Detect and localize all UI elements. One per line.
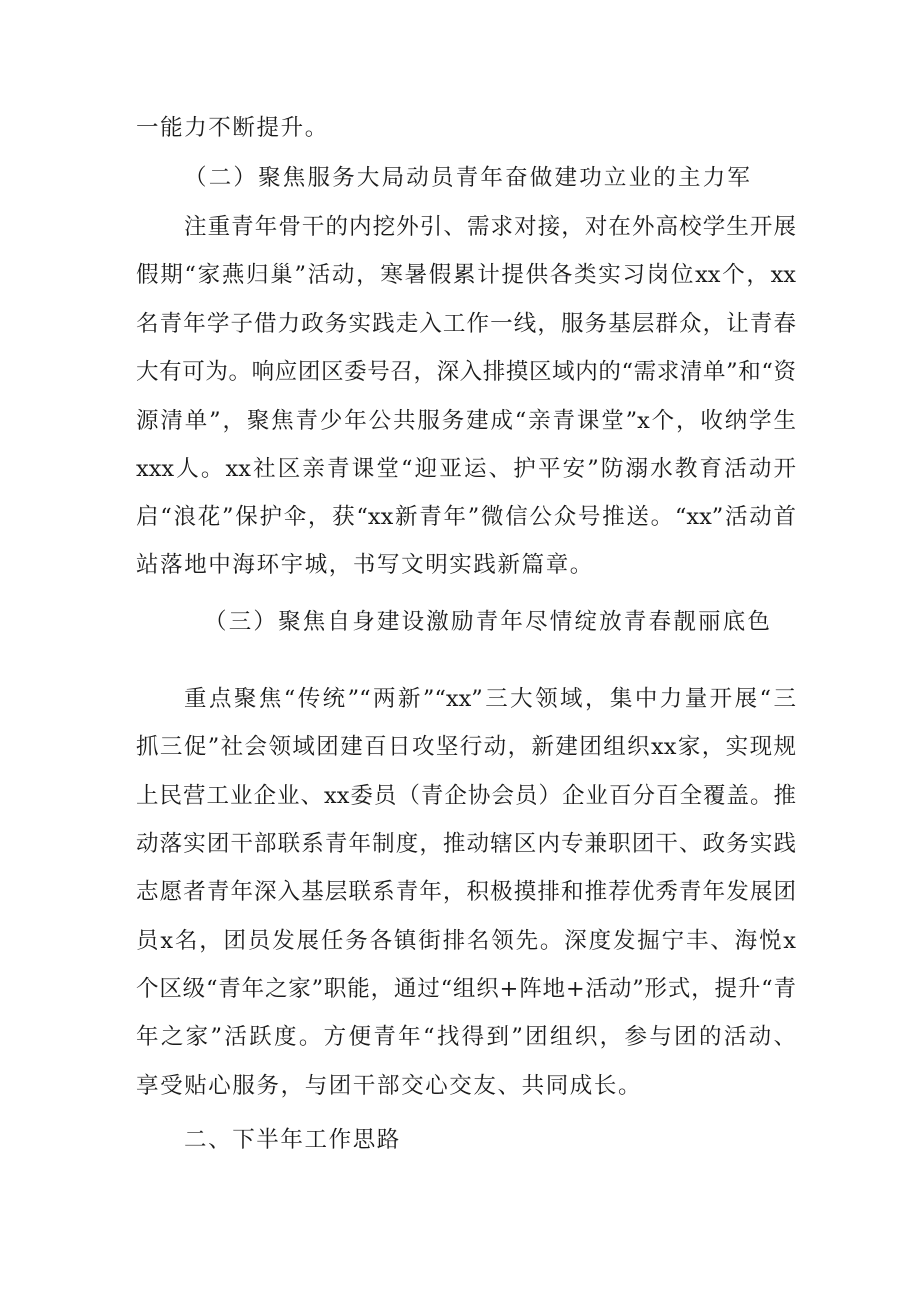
paragraph-line: 个区级“青年之家”职能，通过“组织+阵地+活动”形式，提升“青 — [136, 976, 796, 1002]
paragraph-line: 员x名，团员发展任务各镇街排名领先。深度发掘宁丰、海悦x — [136, 928, 796, 954]
paragraph-line: 一能力不断提升。 — [136, 115, 329, 141]
section-heading-2: （二）聚焦服务大局动员青年奋做建功立业的主力军 — [184, 165, 753, 191]
paragraph-line: 注重青年骨干的内挖外引、需求对接，对在外高校学生开展 — [184, 214, 796, 240]
paragraph-line: 重点聚焦“传统”“两新”“xx”三大领域，集中力量开展“三 — [184, 686, 796, 712]
paragraph-line: 启“浪花”保护伞，获“xx新青年”微信公众号推送。“xx”活动首 — [136, 504, 796, 530]
paragraph-line: 抓三促”社会领域团建百日攻坚行动，新建团组织xx家，实现规 — [136, 734, 796, 760]
paragraph-line: 站落地中海环宇城，书写文明实践新篇章。 — [136, 552, 594, 578]
paragraph-line: 享受贴心服务，与团干部交心交友、共同成长。 — [136, 1073, 643, 1099]
paragraph-line: 假期“家燕归巢”活动，寒暑假累计提供各类实习岗位xx个，xx — [136, 262, 796, 288]
paragraph-line: 动落实团干部联系青年制度，推动辖区内专兼职团干、政务实践 — [136, 831, 796, 857]
paragraph-line: 源清单”，聚焦青少年公共服务建成“亲青课堂”x个，收纳学生 — [136, 408, 796, 434]
section-heading-3: （三）聚焦自身建设激励青年尽情绽放青春靓丽底色 — [204, 609, 773, 635]
paragraph-line: 年之家”活跃度。方便青年“找得到”团组织，参与团的活动、 — [136, 1024, 796, 1050]
paragraph-line: 上民营工业企业、xx委员（青企协会员）企业百分百全覆盖。推 — [136, 783, 796, 809]
paragraph-line: 大有可为。响应团区委号召，深入排摸区域内的“需求清单”和“资 — [136, 359, 796, 385]
paragraph-line: xxx人。xx社区亲青课堂“迎亚运、护平安”防溺水教育活动开 — [136, 456, 796, 482]
section-heading-two: 二、下半年工作思路 — [184, 1127, 401, 1153]
paragraph-line: 名青年学子借力政务实践走入工作一线，服务基层群众，让青春 — [136, 311, 796, 337]
paragraph-line: 志愿者青年深入基层联系青年，积极摸排和推荐优秀青年发展团 — [136, 879, 796, 905]
